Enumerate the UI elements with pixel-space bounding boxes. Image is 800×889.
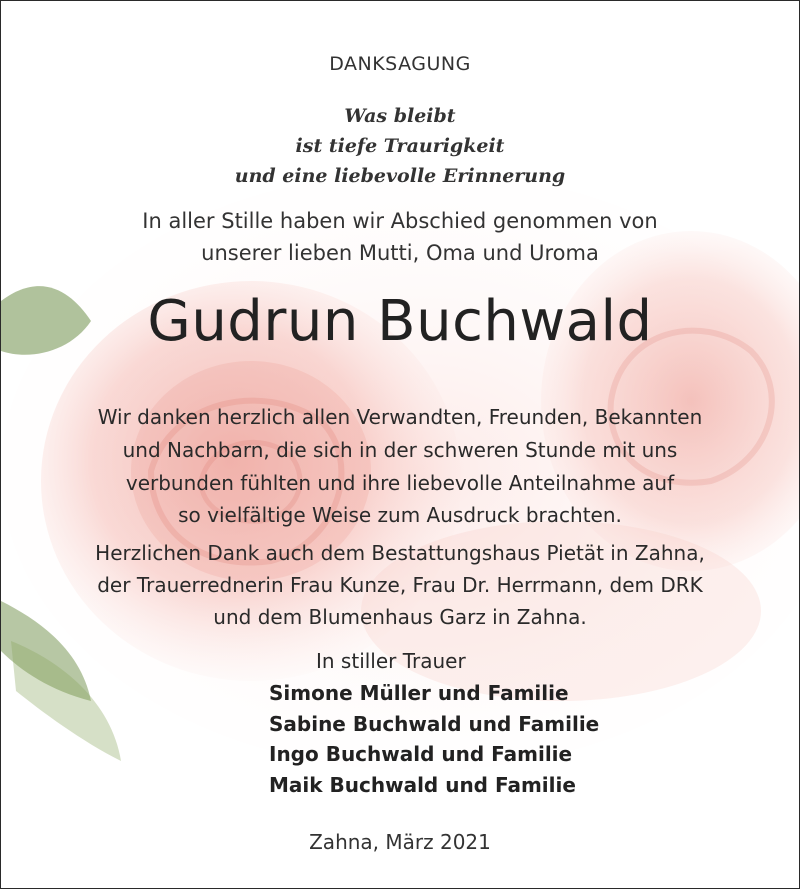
mourner-name: Ingo Buchwald und Familie	[269, 742, 573, 766]
thanks-extra-line: der Trauerrednerin Frau Kunze, Frau Dr. Herrmann, dem DRK	[97, 573, 703, 597]
notice-text	[1, 1, 799, 888]
thanks-line: und Nachbarn, die sich in der schweren Stunde mit uns	[122, 438, 678, 462]
intro-line: In aller Stille haben wir Abschied genommen von	[142, 209, 658, 233]
mourner-name: Simone Müller und Familie	[269, 681, 569, 705]
mourning-label: In stiller Trauer	[316, 649, 466, 673]
deceased-name: Gudrun Buchwald	[147, 289, 653, 354]
verse-line: und eine liebevolle Erinnerung	[234, 165, 566, 187]
notice-heading: DANKSAGUNG	[329, 53, 471, 75]
verse-line: Was bleibt	[344, 105, 456, 127]
thanks-line: Wir danken herzlich allen Verwandten, Freunden, Bekannten	[97, 405, 703, 429]
intro-line: unserer lieben Mutti, Oma und Uroma	[201, 241, 599, 265]
mourner-name: Maik Buchwald und Familie	[269, 773, 576, 797]
mourner-name: Sabine Buchwald und Familie	[269, 712, 600, 736]
verse-line: ist tiefe Traurigkeit	[295, 135, 505, 157]
thanks-extra-line: und dem Blumenhaus Garz in Zahna.	[213, 605, 587, 629]
place-and-date: Zahna, März 2021	[309, 830, 491, 854]
thanks-line: so vielfältige Weise zum Ausdruck brachten.	[178, 503, 622, 527]
thanks-extra-line: Herzlichen Dank auch dem Bestattungshaus Pietät in Zahna,	[95, 541, 705, 565]
thanks-line: verbunden fühlten und ihre liebevolle Anteilnahme auf	[125, 471, 675, 495]
